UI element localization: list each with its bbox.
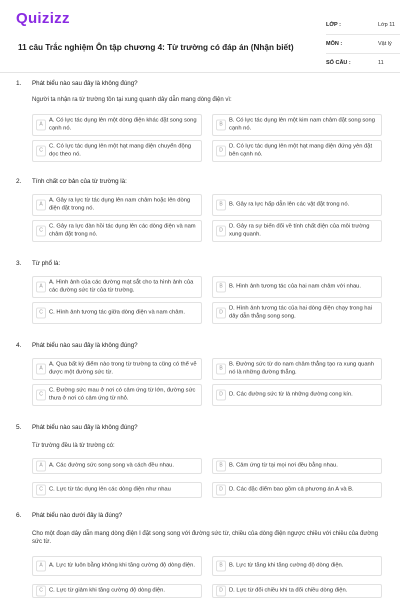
option-letter: A (36, 461, 46, 472)
option-letter: C (36, 390, 46, 401)
question-number: 1. (16, 80, 22, 87)
answer-option-b[interactable] (212, 556, 382, 576)
answer-option-d[interactable] (212, 384, 382, 406)
answer-option-b[interactable] (212, 114, 382, 136)
question-number: 2. (16, 178, 22, 185)
question-text: Phát biểu nào dưới đây là đúng? (32, 512, 123, 519)
answer-option-c[interactable] (32, 384, 202, 406)
option-letter: C (36, 226, 46, 237)
option-text: D. Lực từ đổi chiều khi ta đổi chiều dòng điện. (229, 587, 348, 594)
answer-option-d[interactable] (212, 482, 382, 498)
question-subtext: Cho một đoạn dây dẫn mang dòng điện I đặt song song với đường sức từ, chiều của dòng điện ngược chiều với chiều của đường sức từ. (32, 531, 378, 545)
answer-option-c[interactable] (32, 140, 202, 162)
option-text: B. Đường sức từ do nam châm thẳng tạo ra xung quanh nó là những đường thẳng. (229, 361, 374, 375)
question-number: 3. (16, 260, 22, 267)
question-subtext: Từ trường đều là từ trường có: (32, 443, 115, 449)
worksheet-meta (326, 18, 400, 75)
meta-value: Vật lý (378, 41, 392, 47)
answer-option-b[interactable] (212, 358, 382, 380)
answer-option-c[interactable] (32, 482, 202, 498)
answer-option-c[interactable] (32, 584, 202, 598)
option-text: C. Hình ảnh tương tác giữa dòng điện và nam châm. (49, 309, 185, 316)
option-letter: A (36, 364, 46, 375)
answer-option-a[interactable] (32, 358, 202, 380)
option-text: A. Hình ảnh của các đường mạt sắt cho ta hình ảnh của các đường sức từ của từ trường. (49, 279, 194, 293)
option-text: B. Gây ra lực hấp dẫn lên các vật đặt trong nó. (229, 201, 350, 208)
worksheet-title: 11 câu Trắc nghiệm Ôn tập chương 4: Từ trường có đáp án (Nhận biết) (18, 43, 294, 52)
option-text: A. Các đường sức song song và cách đều nhau. (49, 462, 174, 469)
option-text: A. Có lực tác dụng lên một dòng điện khác đặt song song cạnh nó. (49, 117, 197, 131)
option-letter: C (36, 308, 46, 319)
option-letter: C (36, 586, 46, 597)
option-text: C. Gây ra lực đàn hồi tác dụng lên các dòng điện và nam châm đặt trong nó. (49, 223, 196, 237)
option-letter: D (216, 226, 226, 237)
option-text: D. Các đặc điểm bao gồm cả phương án A và B. (229, 486, 354, 493)
answer-option-a[interactable] (32, 458, 202, 474)
answer-option-a[interactable] (32, 556, 202, 576)
option-text: B. Cảm ứng từ tại mọi nơi đều bằng nhau. (229, 462, 338, 469)
question-text: Phát biểu nào sau đây là không đúng? (32, 424, 138, 431)
option-text: D. Có lực tác dụng lên một hạt mang điện đứng yên đặt bên cạnh nó. (229, 143, 373, 157)
option-text: C. Có lực tác dụng lên một hạt mang điện chuyển động dọc theo nó. (49, 143, 192, 157)
option-text: D. Các đường sức từ là những đường cong kín. (229, 391, 353, 398)
answer-option-d[interactable] (212, 302, 382, 324)
question-number: 6. (16, 512, 22, 519)
answer-option-a[interactable] (32, 114, 202, 136)
option-letter: D (216, 485, 226, 496)
option-text: C. Lực từ tác dụng lên các dòng điện như nhau (49, 486, 171, 493)
option-text: B. Lực từ tăng khi tăng cường độ dòng điện. (229, 562, 344, 569)
option-text: A. Qua bất kỳ điểm nào trong từ trường ta cũng có thể vẽ được một đường sức từ. (49, 361, 197, 375)
option-letter: A (36, 120, 46, 131)
answer-option-b[interactable] (212, 458, 382, 474)
option-letter: A (36, 561, 46, 572)
answer-option-d[interactable] (212, 220, 382, 242)
meta-label: SỐ CÂU : (326, 60, 351, 66)
answer-option-b[interactable] (212, 194, 382, 216)
answer-option-d[interactable] (212, 140, 382, 162)
option-letter: D (216, 390, 226, 401)
meta-value: 11 (378, 60, 384, 66)
option-letter: C (36, 485, 46, 496)
option-text: A. Lực từ luôn bằng không khi tăng cường độ dòng điện. (49, 562, 195, 569)
meta-row-count (326, 56, 400, 73)
quizizz-logo: Quizizz (16, 10, 70, 27)
question-number: 4. (16, 342, 22, 349)
option-letter: B (216, 200, 226, 211)
option-text: A. Gây ra lực từ tác dụng lên nam châm hoặc lên dòng điện đặt trong nó. (49, 197, 191, 211)
worksheet-header (16, 10, 395, 70)
option-letter: D (216, 146, 226, 157)
option-text: B. Hình ảnh tương tác của hai nam châm với nhau. (229, 283, 362, 290)
option-letter: B (216, 364, 226, 375)
option-letter: A (36, 282, 46, 293)
option-text: B. Có lực tác dụng lên một kim nam châm đặt song song cạnh nó. (229, 117, 375, 131)
option-letter: B (216, 561, 226, 572)
meta-label: MÔN : (326, 41, 343, 47)
answer-option-a[interactable] (32, 276, 202, 298)
question-text: Từ phổ là: (32, 260, 61, 267)
meta-row-subject (326, 37, 400, 54)
question-text: Phát biểu nào sau đây là không đúng? (32, 80, 138, 87)
answer-option-c[interactable] (32, 302, 202, 324)
option-text: D. Hình ảnh tương tác của hai dòng điện chạy trong hai dây dẫn thẳng song song. (229, 305, 373, 319)
option-letter: D (216, 308, 226, 319)
question-text: Tính chất cơ bản của từ trường là: (32, 178, 127, 185)
option-letter: C (36, 146, 46, 157)
answer-option-b[interactable] (212, 276, 382, 298)
option-letter: A (36, 200, 46, 211)
meta-value: Lớp 11 (378, 22, 395, 28)
meta-label: LỚP : (326, 22, 341, 28)
answer-option-c[interactable] (32, 220, 202, 242)
question-text: Phát biểu nào sau đây là không đúng? (32, 342, 138, 349)
option-text: C. Đường sức mau ở nơi có cảm ứng từ lớn, đường sức thưa ở nơi có cảm ứng từ nhỏ. (49, 387, 196, 401)
option-text: D. Gây ra sự biến đổi về tính chất điện của môi trường xung quanh. (229, 223, 370, 237)
option-letter: B (216, 120, 226, 131)
header-divider (0, 72, 400, 73)
option-text: C. Lực từ giảm khi tăng cường độ dòng điện. (49, 587, 165, 594)
option-letter: B (216, 282, 226, 293)
answer-option-a[interactable] (32, 194, 202, 216)
answer-option-d[interactable] (212, 584, 382, 598)
meta-row-class (326, 18, 400, 35)
question-subtext: Người ta nhận ra từ trường tồn tại xung quanh dây dẫn mang dòng điện vì: (32, 97, 232, 103)
option-letter: D (216, 586, 226, 597)
question-number: 5. (16, 424, 22, 431)
option-letter: B (216, 461, 226, 472)
